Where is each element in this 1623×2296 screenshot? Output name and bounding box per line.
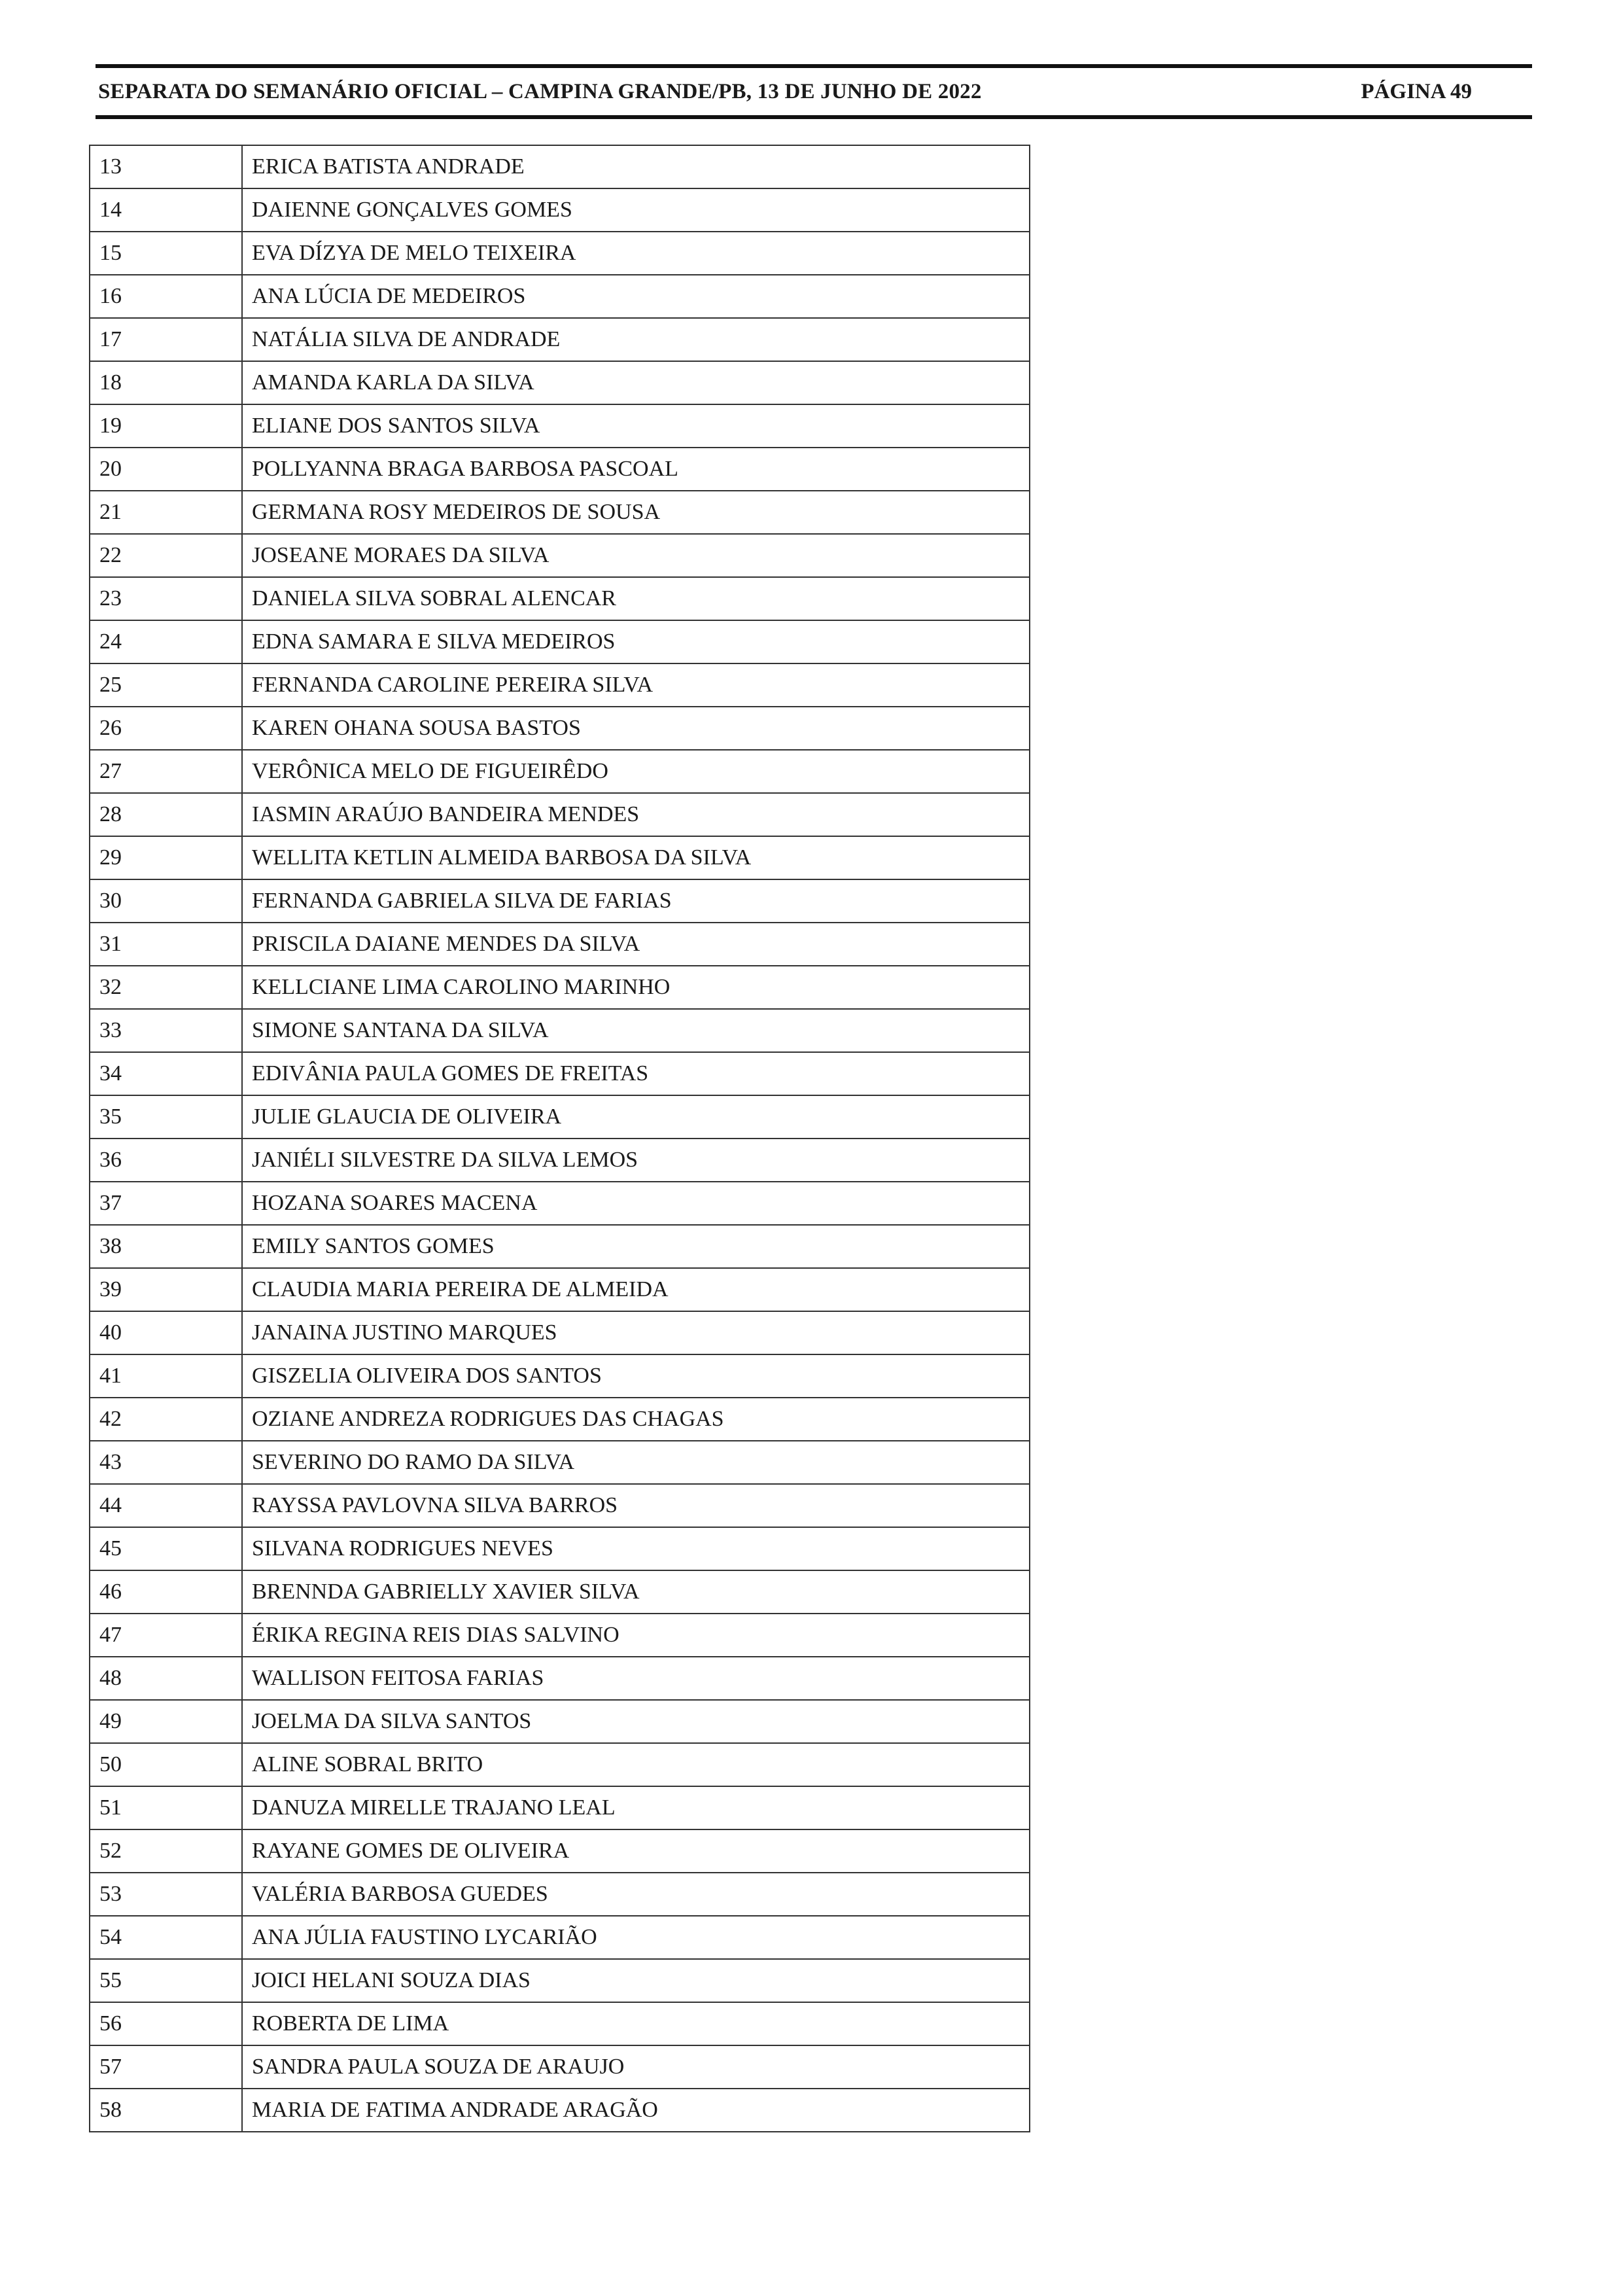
row-number: 57	[90, 2045, 242, 2089]
table-row	[90, 1139, 1030, 1182]
table-row	[90, 232, 1030, 275]
row-number: 38	[90, 1225, 242, 1268]
table-row	[90, 2002, 1030, 2045]
person-name: JULIE GLAUCIA DE OLIVEIRA	[242, 1095, 1030, 1139]
row-number: 43	[90, 1441, 242, 1484]
row-number: 22	[90, 534, 242, 577]
row-number: 58	[90, 2089, 242, 2132]
table-row	[90, 1786, 1030, 1829]
person-name: WALLISON FEITOSA FARIAS	[242, 1657, 1030, 1700]
person-name: POLLYANNA BRAGA BARBOSA PASCOAL	[242, 448, 1030, 491]
person-name: JANIÉLI SILVESTRE DA SILVA LEMOS	[242, 1139, 1030, 1182]
row-number: 55	[90, 1959, 242, 2002]
row-number: 36	[90, 1139, 242, 1182]
person-name: WELLITA KETLIN ALMEIDA BARBOSA DA SILVA	[242, 836, 1030, 879]
person-name: OZIANE ANDREZA RODRIGUES DAS CHAGAS	[242, 1398, 1030, 1441]
row-number: 42	[90, 1398, 242, 1441]
row-number: 47	[90, 1614, 242, 1657]
row-number: 54	[90, 1916, 242, 1959]
table-row	[90, 1959, 1030, 2002]
row-number: 19	[90, 404, 242, 448]
person-name: GISZELIA OLIVEIRA DOS SANTOS	[242, 1354, 1030, 1398]
row-number: 32	[90, 966, 242, 1009]
person-name: NATÁLIA SILVA DE ANDRADE	[242, 318, 1030, 361]
row-number: 51	[90, 1786, 242, 1829]
row-number: 56	[90, 2002, 242, 2045]
row-number: 18	[90, 361, 242, 404]
person-name: BRENNDA GABRIELLY XAVIER SILVA	[242, 1570, 1030, 1614]
person-name: SILVANA RODRIGUES NEVES	[242, 1527, 1030, 1570]
row-number: 25	[90, 663, 242, 707]
table-row	[90, 1311, 1030, 1354]
row-number: 34	[90, 1052, 242, 1095]
person-name: KAREN OHANA SOUSA BASTOS	[242, 707, 1030, 750]
table-row	[90, 448, 1030, 491]
row-number: 28	[90, 793, 242, 836]
table-row	[90, 1009, 1030, 1052]
table-row	[90, 793, 1030, 836]
person-name: RAYANE GOMES DE OLIVEIRA	[242, 1829, 1030, 1873]
row-number: 16	[90, 275, 242, 318]
person-name: DANUZA MIRELLE TRAJANO LEAL	[242, 1786, 1030, 1829]
table-row	[90, 1873, 1030, 1916]
table-row	[90, 879, 1030, 923]
person-name: ROBERTA DE LIMA	[242, 2002, 1030, 2045]
table-row	[90, 1614, 1030, 1657]
person-name: SANDRA PAULA SOUZA DE ARAUJO	[242, 2045, 1030, 2089]
person-name: DANIELA SILVA SOBRAL ALENCAR	[242, 577, 1030, 620]
table-row	[90, 1225, 1030, 1268]
person-name: EVA DÍZYA DE MELO TEIXEIRA	[242, 232, 1030, 275]
table-row	[90, 620, 1030, 663]
table-row	[90, 1095, 1030, 1139]
person-name: JOICI HELANI SOUZA DIAS	[242, 1959, 1030, 2002]
table-row	[90, 1916, 1030, 1959]
table-row	[90, 1441, 1030, 1484]
person-name: ÉRIKA REGINA REIS DIAS SALVINO	[242, 1614, 1030, 1657]
row-number: 41	[90, 1354, 242, 1398]
table-row	[90, 2089, 1030, 2132]
table-row	[90, 275, 1030, 318]
person-name: ELIANE DOS SANTOS SILVA	[242, 404, 1030, 448]
table-row	[90, 145, 1030, 188]
row-number: 53	[90, 1873, 242, 1916]
table-row	[90, 707, 1030, 750]
row-number: 35	[90, 1095, 242, 1139]
table-row	[90, 966, 1030, 1009]
names-table	[89, 145, 1030, 2132]
table-row	[90, 1527, 1030, 1570]
row-number: 44	[90, 1484, 242, 1527]
table-row	[90, 1700, 1030, 1743]
table-row	[90, 318, 1030, 361]
row-number: 29	[90, 836, 242, 879]
person-name: SIMONE SANTANA DA SILVA	[242, 1009, 1030, 1052]
person-name: HOZANA SOARES MACENA	[242, 1182, 1030, 1225]
person-name: EMILY SANTOS GOMES	[242, 1225, 1030, 1268]
row-number: 23	[90, 577, 242, 620]
table-row	[90, 361, 1030, 404]
row-number: 52	[90, 1829, 242, 1873]
person-name: VALÉRIA BARBOSA GUEDES	[242, 1873, 1030, 1916]
person-name: RAYSSA PAVLOVNA SILVA BARROS	[242, 1484, 1030, 1527]
person-name: FERNANDA CAROLINE PEREIRA SILVA	[242, 663, 1030, 707]
person-name: EDIVÂNIA PAULA GOMES DE FREITAS	[242, 1052, 1030, 1095]
table-row	[90, 577, 1030, 620]
row-number: 49	[90, 1700, 242, 1743]
person-name: ANA JÚLIA FAUSTINO LYCARIÃO	[242, 1916, 1030, 1959]
row-number: 17	[90, 318, 242, 361]
row-number: 27	[90, 750, 242, 793]
row-number: 37	[90, 1182, 242, 1225]
row-number: 13	[90, 145, 242, 188]
table-row	[90, 1268, 1030, 1311]
person-name: CLAUDIA MARIA PEREIRA DE ALMEIDA	[242, 1268, 1030, 1311]
table-row	[90, 1052, 1030, 1095]
person-name: PRISCILA DAIANE MENDES DA SILVA	[242, 923, 1030, 966]
person-name: JANAINA JUSTINO MARQUES	[242, 1311, 1030, 1354]
row-number: 30	[90, 879, 242, 923]
table-row	[90, 2045, 1030, 2089]
table-row	[90, 1484, 1030, 1527]
row-number: 24	[90, 620, 242, 663]
table-row	[90, 836, 1030, 879]
person-name: EDNA SAMARA E SILVA MEDEIROS	[242, 620, 1030, 663]
row-number: 40	[90, 1311, 242, 1354]
table-row	[90, 1398, 1030, 1441]
row-number: 21	[90, 491, 242, 534]
person-name: ALINE SOBRAL BRITO	[242, 1743, 1030, 1786]
person-name: VERÔNICA MELO DE FIGUEIRÊDO	[242, 750, 1030, 793]
table-row	[90, 1570, 1030, 1614]
person-name: KELLCIANE LIMA CAROLINO MARINHO	[242, 966, 1030, 1009]
row-number: 45	[90, 1527, 242, 1570]
row-number: 15	[90, 232, 242, 275]
person-name: ANA LÚCIA DE MEDEIROS	[242, 275, 1030, 318]
row-number: 46	[90, 1570, 242, 1614]
person-name: DAIENNE GONÇALVES GOMES	[242, 188, 1030, 232]
names-table-body	[90, 145, 1030, 2132]
table-row	[90, 1743, 1030, 1786]
table-row	[90, 491, 1030, 534]
person-name: MARIA DE FATIMA ANDRADE ARAGÃO	[242, 2089, 1030, 2132]
row-number: 26	[90, 707, 242, 750]
page-number: PÁGINA 49	[1361, 80, 1472, 103]
page-header	[96, 64, 1532, 119]
row-number: 33	[90, 1009, 242, 1052]
person-name: JOSEANE MORAES DA SILVA	[242, 534, 1030, 577]
person-name: ERICA BATISTA ANDRADE	[242, 145, 1030, 188]
table-row	[90, 1354, 1030, 1398]
person-name: AMANDA KARLA DA SILVA	[242, 361, 1030, 404]
person-name: JOELMA DA SILVA SANTOS	[242, 1700, 1030, 1743]
table-row	[90, 404, 1030, 448]
row-number: 14	[90, 188, 242, 232]
row-number: 39	[90, 1268, 242, 1311]
row-number: 20	[90, 448, 242, 491]
table-row	[90, 1829, 1030, 1873]
table-row	[90, 663, 1030, 707]
person-name: GERMANA ROSY MEDEIROS DE SOUSA	[242, 491, 1030, 534]
person-name: FERNANDA GABRIELA SILVA DE FARIAS	[242, 879, 1030, 923]
person-name: SEVERINO DO RAMO DA SILVA	[242, 1441, 1030, 1484]
table-row	[90, 923, 1030, 966]
person-name: IASMIN ARAÚJO BANDEIRA MENDES	[242, 793, 1030, 836]
table-row	[90, 750, 1030, 793]
table-row	[90, 534, 1030, 577]
header-title: SEPARATA DO SEMANÁRIO OFICIAL – CAMPINA GRANDE/PB, 13 DE JUNHO DE 2022	[98, 80, 982, 103]
row-number: 48	[90, 1657, 242, 1700]
table-row	[90, 188, 1030, 232]
table-row	[90, 1182, 1030, 1225]
row-number: 50	[90, 1743, 242, 1786]
table-row	[90, 1657, 1030, 1700]
row-number: 31	[90, 923, 242, 966]
